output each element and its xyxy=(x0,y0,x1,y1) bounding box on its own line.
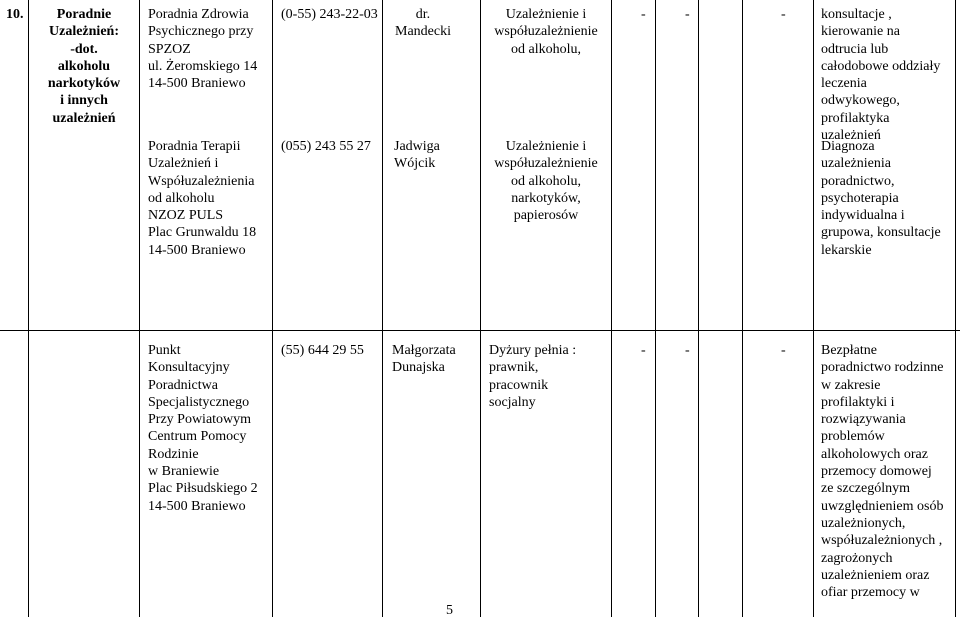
dash-value: - xyxy=(641,7,646,22)
dash-value: - xyxy=(685,343,690,358)
dash-value: - xyxy=(685,7,690,22)
table-border xyxy=(611,0,612,617)
dash-value: - xyxy=(781,343,786,358)
scope-description: Dyżury pełnia : prawnik, pracownik socjalny xyxy=(489,343,577,410)
row-number: 10. xyxy=(6,7,24,22)
phone-number: (055) 243 55 27 xyxy=(281,139,371,154)
phone-number: (0-55) 243-22-03 xyxy=(281,7,378,22)
scope-description: Uzależnienie i współuzależnienie od alkoholu, narkotyków, papierosów xyxy=(494,139,598,224)
table-border xyxy=(480,0,481,617)
table-border xyxy=(955,0,956,617)
table-border xyxy=(655,0,656,617)
institution-name: Punkt Konsultacyjny Poradnictwa Specjalistycznego Przy Powiatowym Centrum Pomocy Rodzinie w Braniewie Plac Piłsudskiego 2 14-500 Braniewo xyxy=(148,343,258,514)
phone-number: (55) 644 29 55 xyxy=(281,343,364,358)
page-number: 5 xyxy=(446,603,453,618)
category-label: Poradnie Uzależnień: -dot. alkoholu narkotyków i innych uzależnień xyxy=(47,7,121,126)
table-border xyxy=(139,0,140,617)
services-description: konsultacje , kierowanie na odtrucia lub całodobowe oddziały leczenia odwykowego, profilaktyka uzależnień xyxy=(821,7,941,144)
dash-value: - xyxy=(781,7,786,22)
contact-person: dr. Mandecki xyxy=(395,7,451,40)
services-description: Diagnoza uzależnienia poradnictwo, psychoterapia indywidualna i grupowa, konsultacje lekarskie xyxy=(821,139,941,258)
contact-person: Jadwiga Wójcik xyxy=(394,139,440,172)
row-separator xyxy=(0,330,960,331)
table-border xyxy=(698,0,699,617)
table-border xyxy=(382,0,383,617)
contact-person: Małgorzata Dunajska xyxy=(392,343,456,376)
table-border xyxy=(742,0,743,617)
table-border xyxy=(813,0,814,617)
scope-description: Uzależnienie i współuzależnienie od alkoholu, xyxy=(494,7,598,57)
institution-name: Poradnia Zdrowia Psychicznego przy SPZOZ ul. Żeromskiego 14 14-500 Braniewo xyxy=(148,7,258,92)
services-description: Bezpłatne poradnictwo rodzinne w zakresie profilaktyki i rozwiązywania problemów alkoholowych oraz przemocy domowej ze szczególnym uwzględnieniem osób uzależnionych, współuzależnionych , zagrożonych uzależnieniem oraz ofiar przemocy w xyxy=(821,343,944,601)
dash-value: - xyxy=(641,343,646,358)
institution-name: Poradnia Terapii Uzależnień i Współuzależnienia od alkoholu NZOZ PULS Plac Grunwaldu 18 14-500 Braniewo xyxy=(148,139,257,258)
table-border xyxy=(272,0,273,617)
